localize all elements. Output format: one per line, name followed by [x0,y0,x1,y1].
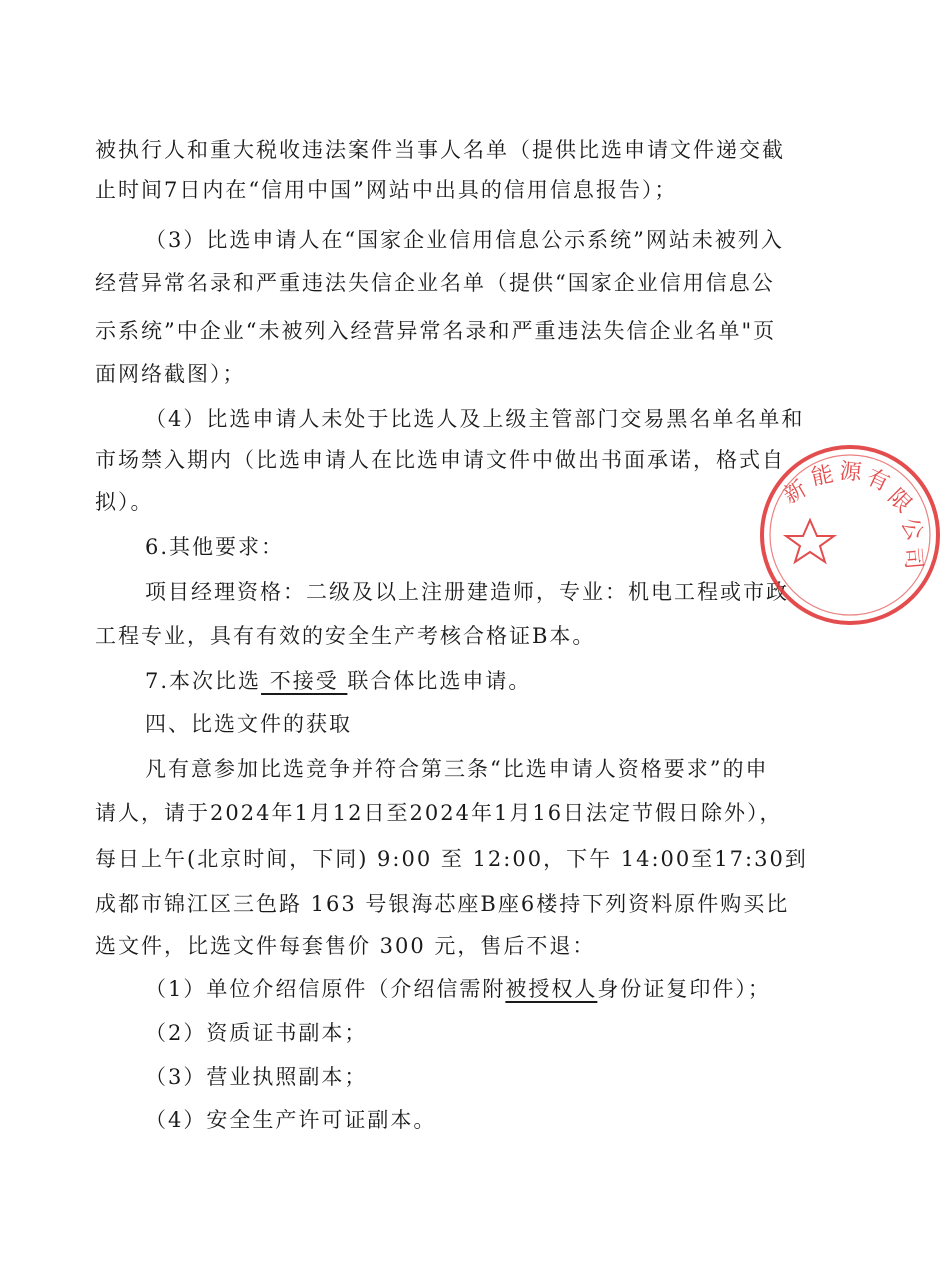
list-item-1-underlined: 被授权人 [505,977,598,1001]
text-line: 面网络截图）； [95,362,246,386]
item-7-underlined: 不接受 [261,669,348,693]
text-line: （4）比选申请人未处于比选人及上级主管部门交易黑名单名单和 [145,407,805,431]
company-seal-stamp [755,440,945,630]
svg-text:新: 新 [779,476,812,510]
text-line: 凡有意参加比选竞争并符合第三条“比选申请人资格要求”的申 [145,757,769,781]
text-line: 市场禁入期内（比选申请人在比选申请文件中做出书面承诺，格式自 [95,448,785,472]
list-item-1 [145,975,771,1003]
list-item-1-prefix: （1）单位介绍信原件（介绍信需附 [145,977,506,1001]
text-line: （3）比选申请人在“国家企业信用信息公示系统”网站未被列入 [145,228,784,252]
svg-text:限: 限 [882,484,917,518]
svg-text:有: 有 [862,464,893,497]
list-item-3: （3）营业执照副本； [145,1065,368,1089]
list-item-4: （4）安全生产许可证副本。 [145,1108,437,1132]
text-line: 项目经理资格：二级及以上注册建造师，专业：机电工程或市政 [145,580,789,604]
list-item-1-suffix: 身份证复印件）； [597,977,771,1001]
text-line: 6.其他要求： [145,535,285,559]
text-line: 请人，请于2024年1月12日至2024年1月16日法定节假日除外）， [95,801,783,825]
section-heading: 四、比选文件的获取 [145,712,352,736]
svg-text:源: 源 [838,459,863,486]
item-7-suffix: 联合体比选申请。 [347,669,532,693]
text-line: 止时间7日内在“信用中国”网站中出具的信用信息报告）； [95,178,678,202]
text-line: 成都市锦江区三色路 163 号银海芯座B座6楼持下列资料原件购买比 [95,892,790,916]
text-line: 工程专业，具有有效的安全生产考核合格证B本。 [95,624,596,648]
text-line: 拟）。 [95,490,154,514]
list-item-2: （2）资质证书副本； [145,1021,368,1045]
text-line: 示系统”中企业“未被列入经营异常名录和严重违法失信企业名单"页 [95,319,777,343]
text-line: 每日上午(北京时间，下同) 9:00 至 12:00，下午 14:00至17:30到 [95,847,808,871]
svg-text:能: 能 [809,461,836,491]
text-line: 选文件，比选文件每套售价 300 元，售后不退： [95,934,596,958]
svg-text:公: 公 [895,513,928,545]
text-line: 被执行人和重大税收违法案件当事人名单（提供比选申请文件递交截 [95,138,785,162]
text-line: 经营异常名录和严重违法失信企业名单（提供“国家企业信用信息公 [95,271,775,295]
item-7-line [145,667,531,695]
item-7-prefix: 7.本次比选 [145,669,262,693]
svg-text:司: 司 [899,546,926,571]
